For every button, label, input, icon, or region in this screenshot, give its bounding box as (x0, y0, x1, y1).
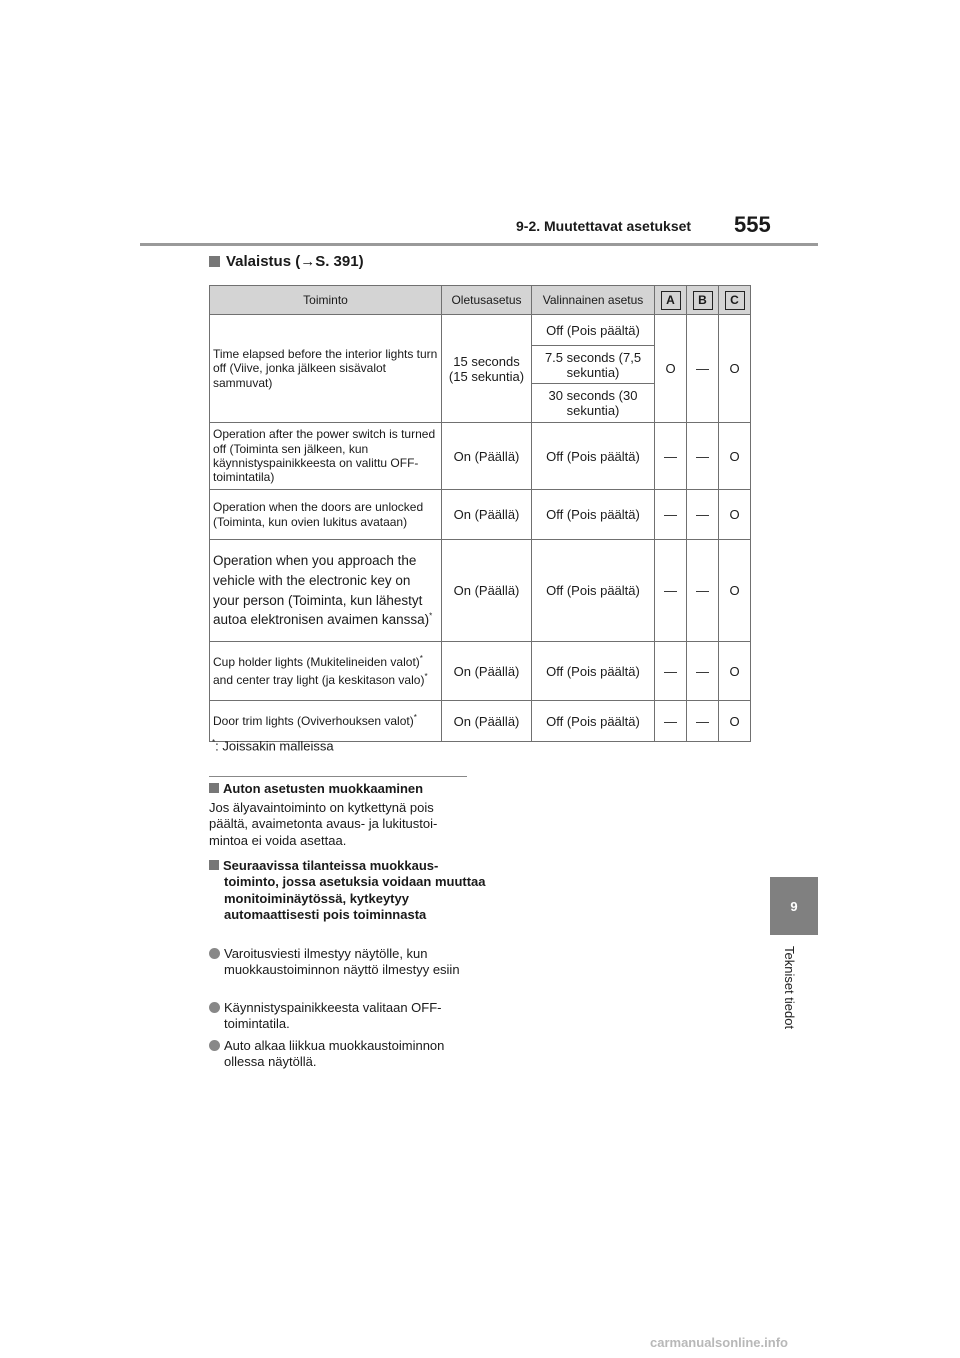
asterisk-mark: * (413, 712, 417, 722)
note-paragraph-1: Jos älyavaintoiminto on kytkettynä pois päältä, avaimetonta avaus- ja lukitustoi-mintoa ei voida asettaa. (209, 800, 438, 848)
table-row (210, 540, 751, 642)
chapter-tab (770, 877, 818, 935)
row-c: O (719, 540, 751, 642)
header-col-a (655, 286, 687, 315)
table-header-row (210, 286, 751, 315)
table-row (210, 315, 751, 346)
row-option: Off (Pois päältä) (532, 315, 655, 346)
asterisk-mark: * (419, 653, 423, 663)
row-c: O (719, 423, 751, 490)
square-bullet-icon (209, 860, 219, 870)
round-bullet-icon (209, 1040, 220, 1051)
header-col-c (719, 286, 751, 315)
footnote (212, 738, 334, 753)
square-bullet-icon (209, 783, 219, 793)
row-b: — (687, 490, 719, 540)
round-bullet-icon (209, 1002, 220, 1013)
settings-table (209, 285, 751, 742)
footnote-text: : Joissakin malleissa (215, 738, 334, 754)
watermark: carmanualsonline.info (650, 1335, 788, 1350)
row-a: — (655, 701, 687, 742)
row-function (210, 701, 442, 742)
header-default: Oletusasetus (442, 286, 532, 315)
round-bullet-icon (209, 948, 220, 959)
list-item-text: Käynnistyspainikkeesta valitaan OFF-toimintatila. (224, 1000, 442, 1032)
row-b: — (687, 701, 719, 742)
row-function-text-2: and center tray light (ja keskitason valo) (213, 673, 425, 687)
row-c: O (719, 701, 751, 742)
list-item-text: Auto alkaa liikkua muokkaustoiminnon ollessa näytöllä. (224, 1038, 445, 1070)
note-heading-1 (209, 781, 471, 797)
row-c: O (719, 490, 751, 540)
row-function (210, 540, 442, 642)
row-a: — (655, 423, 687, 490)
row-default: On (Päällä) (442, 490, 532, 540)
row-option: Off (Pois päältä) (532, 423, 655, 490)
row-option: 7.5 seconds (7,5 sekuntia) (532, 346, 655, 384)
row-c: O (719, 642, 751, 701)
header-rule (140, 243, 818, 246)
row-option: Off (Pois päältä) (532, 490, 655, 540)
box-c-icon: C (725, 291, 745, 310)
asterisk-mark: * (429, 611, 433, 621)
row-default: 15 seconds (15 sekuntia) (442, 315, 532, 423)
row-b: — (687, 423, 719, 490)
row-b: — (687, 315, 719, 423)
section-title (209, 253, 364, 270)
row-default: On (Päällä) (442, 423, 532, 490)
box-b-icon: B (693, 291, 713, 310)
page-number: 555 (734, 212, 771, 237)
table-row (210, 642, 751, 701)
square-bullet-icon (209, 256, 220, 267)
row-option: Off (Pois päältä) (532, 642, 655, 701)
row-function: Time elapsed before the interior lights turn off (Viive, jonka jälkeen sisävalot sammuvat) (210, 315, 442, 423)
row-function (210, 642, 442, 701)
row-option: 30 seconds (30 sekuntia) (532, 384, 655, 423)
row-b: — (687, 540, 719, 642)
table-row (210, 490, 751, 540)
asterisk-mark: * (424, 672, 428, 681)
chapter-label: Tekniset tiedot (782, 946, 797, 1030)
row-option: Off (Pois päältä) (532, 540, 655, 642)
note-heading-2-text: Seuraavissa tilanteissa muokkaus-toiminto, jossa asetuksia voidaan muuttaa monitoiminäytössä, kytkeytyy automaattisesti pois toiminnasta (223, 858, 486, 922)
list-item (209, 946, 486, 979)
footnote-mark: * (212, 738, 216, 747)
list-item-text: Varoitusviesti ilmestyy näytölle, kun muokkaustoiminnon näyttö ilmestyy esiin (224, 946, 460, 978)
table-row (210, 701, 751, 742)
row-option: Off (Pois päältä) (532, 701, 655, 742)
arrow-icon: → (300, 253, 316, 270)
table-row (210, 423, 751, 490)
row-a: — (655, 490, 687, 540)
section-title-text: Valaistus ( (226, 253, 301, 270)
row-a: O (655, 315, 687, 423)
row-c: O (719, 315, 751, 423)
header-optional: Valinnainen asetus (532, 286, 655, 315)
header-section-title: 9-2. Muutettavat asetukset (516, 218, 692, 234)
chapter-number: 9 (790, 898, 798, 914)
notes-divider (209, 776, 467, 777)
note-heading-2 (209, 858, 486, 923)
row-function-text: Operation when you approach the vehicle with the electronic key on your person (Toiminta, kun lähestyt autoa elektronisen avaimen kanssa) (213, 553, 430, 628)
row-default: On (Päällä) (442, 540, 532, 642)
section-title-ref: S. 391) (315, 253, 364, 270)
header-function: Toiminto (210, 286, 442, 315)
box-a-icon: A (661, 291, 681, 310)
row-b: — (687, 642, 719, 701)
header-col-b (687, 286, 719, 315)
list-item (209, 1038, 486, 1071)
row-a: — (655, 540, 687, 642)
note-heading-1-text: Auton asetusten muokkaaminen (223, 781, 424, 796)
row-function: Operation when the doors are unlocked (Toiminta, kun ovien lukitus avataan) (210, 490, 442, 540)
row-function-text: Cup holder lights (Mukitelineiden valot) (213, 654, 420, 669)
list-item (209, 1000, 486, 1033)
row-function: Operation after the power switch is turned off (Toiminta sen jälkeen, kun käynnistyspainikkeesta on valittu OFF-toimintatila) (210, 423, 442, 490)
row-a: — (655, 642, 687, 701)
row-default: On (Päällä) (442, 701, 532, 742)
row-default: On (Päällä) (442, 642, 532, 701)
row-function-text: Door trim lights (Oviverhouksen valot) (213, 713, 414, 728)
